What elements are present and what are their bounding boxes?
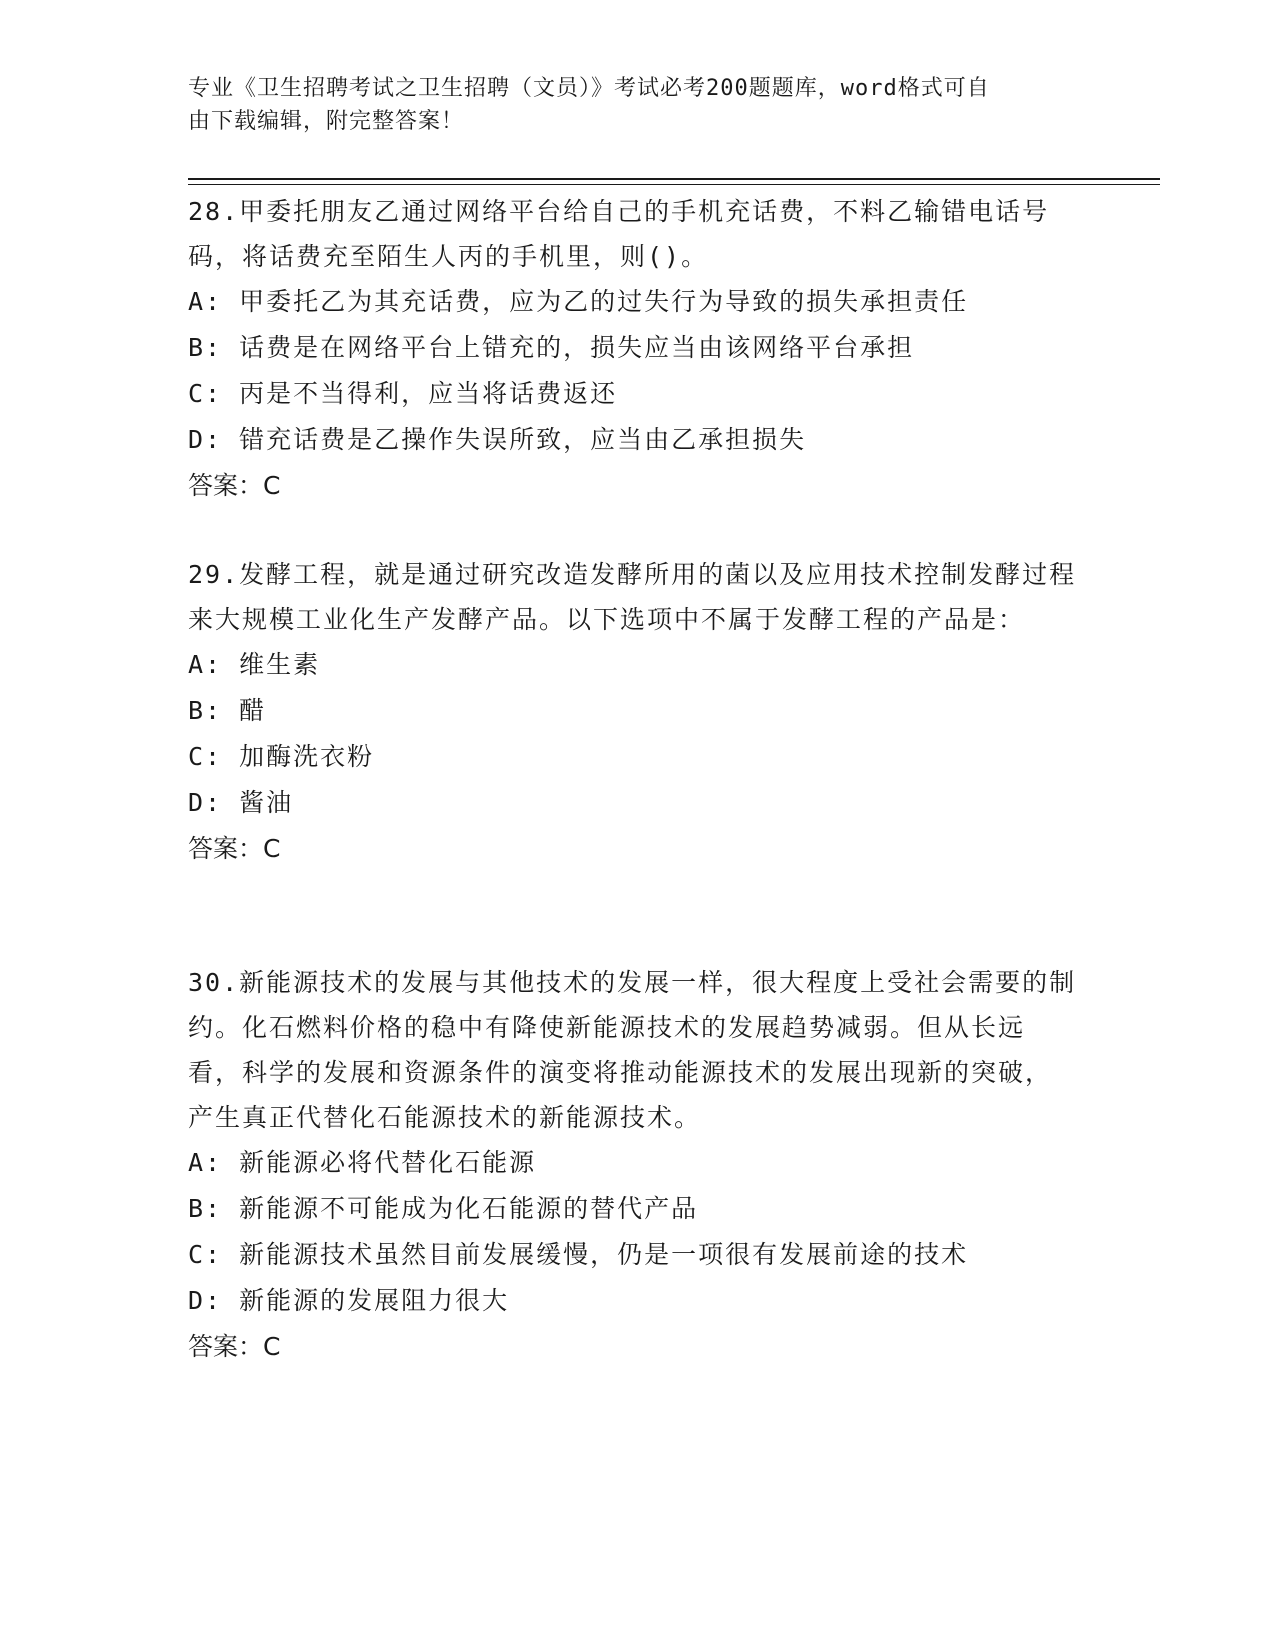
option-c: C: 新能源技术虽然目前发展缓慢，仍是一项很有发展前途的技术 xyxy=(188,1240,969,1269)
header-divider xyxy=(188,178,1160,185)
option-c: C: 丙是不当得利，应当将话费返还 xyxy=(188,379,618,408)
answer: 答案：C xyxy=(188,834,281,863)
question-text: 30.新能源技术的发展与其他技术的发展一样，很大程度上受社会需要的制约。化石燃料价格的稳中有降使新能源技术的发展趋势减弱。但从长远看，科学的发展和资源条件的演变将推动能源技术的发展出现新的突破，产生真正代替化石能源技术的新能源技术。 xyxy=(188,968,1077,1132)
question-29 xyxy=(188,552,1078,872)
option-b: B: 新能源不可能成为化石能源的替代产品 xyxy=(188,1194,699,1223)
option-c: C: 加酶洗衣粉 xyxy=(188,742,375,771)
answer: 答案：C xyxy=(188,471,281,500)
option-d: D: 酱油 xyxy=(188,788,294,817)
header-line-2: 由下载编辑，附完整答案！ xyxy=(188,109,465,134)
option-a: A: 甲委托乙为其充话费，应为乙的过失行为导致的损失承担责任 xyxy=(188,287,969,316)
option-a: A: 新能源必将代替化石能源 xyxy=(188,1148,537,1177)
option-a: A: 维生素 xyxy=(188,650,321,679)
question-28 xyxy=(188,189,1078,509)
question-text: 29.发酵工程，就是通过研究改造发酵所用的菌以及应用技术控制发酵过程来大规模工业化生产发酵产品。以下选项中不属于发酵工程的产品是： xyxy=(188,560,1077,634)
header-line-1: 专业《卫生招聘考试之卫生招聘（文员）》考试必考200题题库，word格式可自 xyxy=(188,76,990,101)
answer: 答案：C xyxy=(188,1332,281,1361)
document-header xyxy=(188,72,1068,138)
option-d: D: 错充话费是乙操作失误所致，应当由乙承担损失 xyxy=(188,425,807,454)
option-d: D: 新能源的发展阻力很大 xyxy=(188,1286,510,1315)
question-text: 28.甲委托朋友乙通过网络平台给自己的手机充话费，不料乙输错电话号码，将话费充至陌生人丙的手机里，则()。 xyxy=(188,197,1050,271)
option-b: B: 话费是在网络平台上错充的，损失应当由该网络平台承担 xyxy=(188,333,915,362)
question-30 xyxy=(188,960,1078,1370)
option-b: B: 醋 xyxy=(188,696,267,725)
